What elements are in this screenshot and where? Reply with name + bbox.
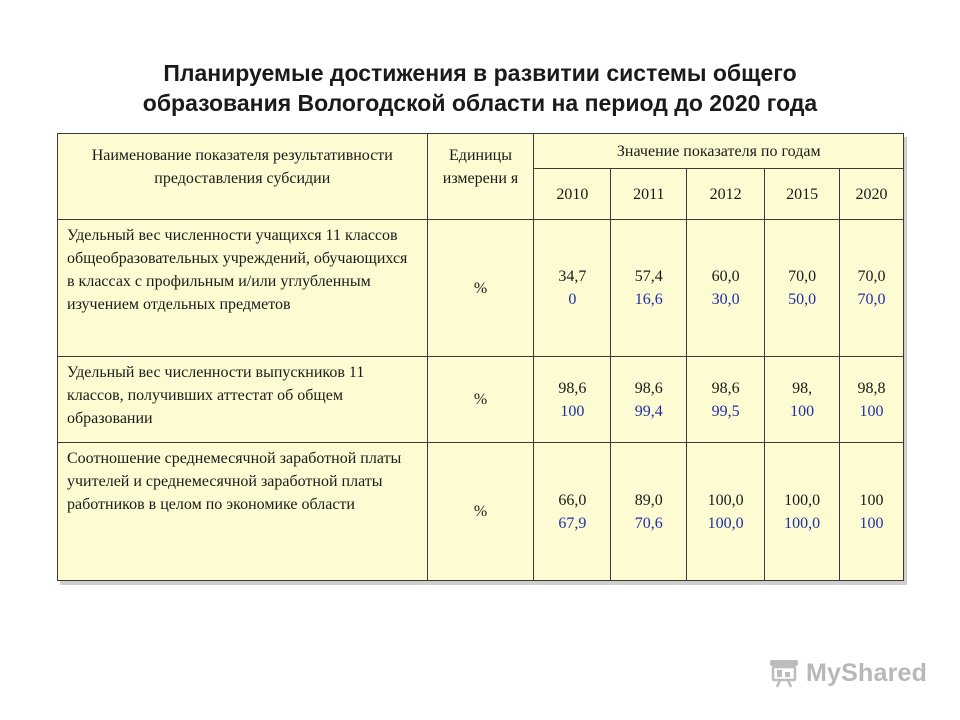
actual-value: 70,6 [634,514,663,532]
actual-value: 100,0 [707,514,744,532]
year-header: 2011 [611,169,687,220]
actual-value: 30,0 [711,291,740,308]
value-cell [765,443,840,581]
indicator-name: Соотношение среднемесячной заработной платы учителей и среднемесячной заработной платы работников в целом по экономике области [58,443,428,581]
year-header: 2010 [534,169,611,220]
table-row [58,220,904,357]
value-cell [765,220,840,357]
page-title [40,58,920,118]
planned-value: 98, [792,379,813,397]
unit-cell: % [427,220,534,357]
table-row [58,357,904,443]
value-cell [534,357,611,443]
planned-value: 100,0 [707,491,744,509]
actual-value: 100 [790,402,815,420]
planned-value: 34,7 [558,268,587,285]
actual-value: 70,0 [857,291,886,308]
unit-cell: % [427,357,534,443]
table-row [58,443,904,581]
indicator-name: Удельный вес численности выпускников 11 классов, получивших аттестат об общем образовании [58,357,428,443]
planned-value: 98,6 [558,379,587,397]
indicators-table [57,133,904,581]
actual-value: 50,0 [788,291,817,308]
year-header: 2020 [840,169,904,220]
value-cell [687,220,765,357]
planned-value: 70,0 [857,268,886,285]
value-cell [840,220,904,357]
watermark-text: MyShared [806,658,928,687]
value-cell [765,357,840,443]
title-line-2: образования Вологодской области на период до 2020 года [142,90,818,116]
value-cell [611,443,687,581]
planned-value: 60,0 [711,268,740,285]
planned-value: 89,0 [634,491,663,509]
value-cell [840,443,904,581]
actual-value: 99,5 [711,402,740,420]
planned-value: 100 [859,491,884,509]
actual-value: 100 [859,514,884,532]
actual-value: 16,6 [634,291,663,308]
actual-value: 100 [859,402,884,420]
header-values-by-year: Значение показателя по годам [534,134,904,169]
value-cell [534,443,611,581]
planned-value: 98,6 [711,379,740,397]
presentation-board-icon [768,658,800,688]
value-cell [687,357,765,443]
planned-value: 98,6 [634,379,663,397]
header-row-1 [58,134,904,169]
planned-value: 100,0 [784,491,821,509]
value-cell [611,357,687,443]
planned-value: 66,0 [558,491,587,509]
title-line-1: Планируемые достижения в развитии системы общего [163,60,797,86]
actual-value: 67,9 [558,514,587,532]
actual-value: 0 [568,291,577,308]
indicator-name: Удельный вес численности учащихся 11 классов общеобразовательных учреждений, обучающихся в классах с профильным и/или углубленным изучением отдельных предметов [58,220,428,357]
actual-value: 100,0 [784,514,821,532]
year-header: 2012 [687,169,765,220]
myshared-logo [768,658,927,688]
actual-value: 100 [560,402,585,420]
planned-value: 57,4 [634,268,663,285]
value-cell [840,357,904,443]
actual-value: 99,4 [634,402,663,420]
header-indicator: Наименование показателя результативности предоставления субсидии [58,134,428,220]
value-cell [534,220,611,357]
year-header: 2015 [765,169,840,220]
planned-value: 98,8 [857,379,886,397]
planned-value: 70,0 [788,268,817,285]
unit-cell: % [427,443,534,581]
value-cell [687,443,765,581]
header-unit: Единицы измерени я [427,134,534,220]
value-cell [611,220,687,357]
